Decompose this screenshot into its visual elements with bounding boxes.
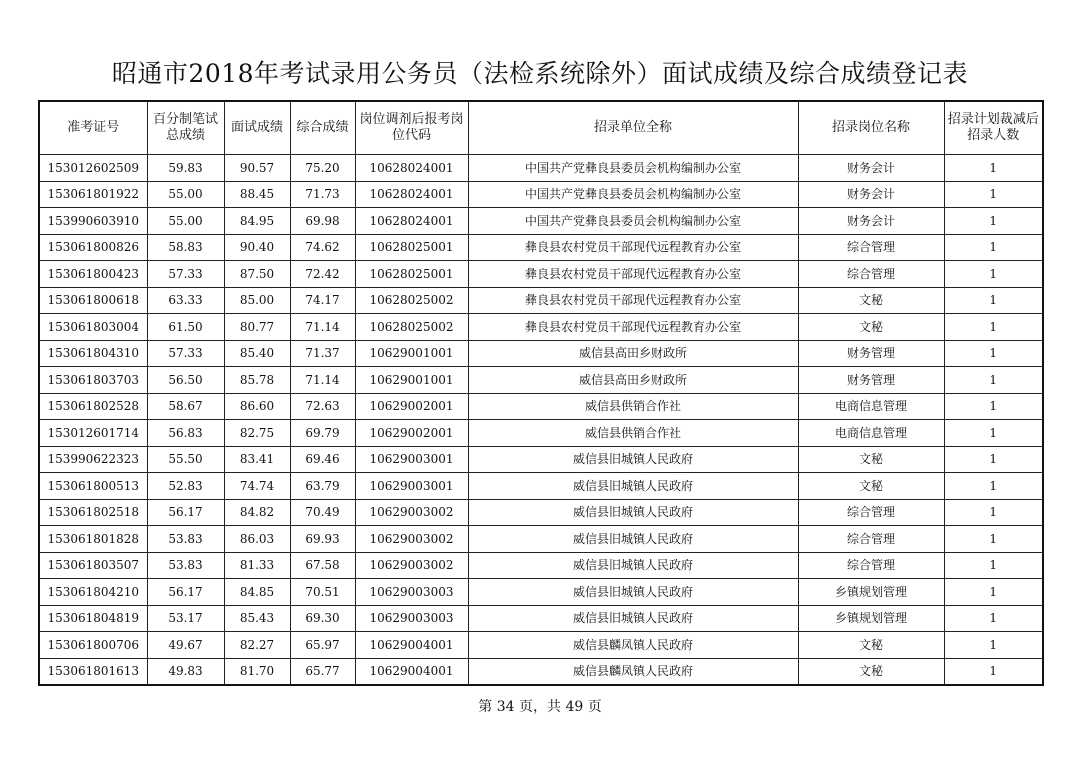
cell-admission-number: 153061800826 (39, 234, 147, 261)
table-row (39, 579, 1043, 606)
cell-interview-score: 86.60 (224, 393, 290, 420)
cell-interview-score: 84.82 (224, 499, 290, 526)
cell-unit-name: 中国共产党彝良县委员会机构编制办公室 (468, 208, 798, 235)
cell-admission-number: 153061803507 (39, 552, 147, 579)
cell-position-name: 乡镇规划管理 (798, 579, 944, 606)
cell-written-score: 56.17 (147, 579, 224, 606)
cell-total-score: 75.20 (290, 155, 355, 182)
cell-position-name: 乡镇规划管理 (798, 605, 944, 632)
cell-admission-number: 153012602509 (39, 155, 147, 182)
cell-admission-number: 153061800618 (39, 287, 147, 314)
cell-position-name: 财务管理 (798, 340, 944, 367)
cell-position-code: 10628024001 (355, 181, 468, 208)
cell-hire-count: 1 (944, 632, 1043, 659)
cell-position-code: 10628024001 (355, 155, 468, 182)
cell-hire-count: 1 (944, 446, 1043, 473)
cell-written-score: 59.83 (147, 155, 224, 182)
cell-written-score: 58.83 (147, 234, 224, 261)
cell-total-score: 69.98 (290, 208, 355, 235)
cell-admission-number: 153061804210 (39, 579, 147, 606)
cell-hire-count: 1 (944, 340, 1043, 367)
cell-written-score: 49.83 (147, 658, 224, 685)
page-title: 昭通市2018年考试录用公务员（法检系统除外）面试成绩及综合成绩登记表 (111, 59, 969, 88)
table-row (39, 261, 1043, 288)
table-header-row (39, 101, 1043, 155)
cell-position-name: 文秘 (798, 632, 944, 659)
cell-total-score: 69.46 (290, 446, 355, 473)
cell-interview-score: 87.50 (224, 261, 290, 288)
cell-total-score: 65.77 (290, 658, 355, 685)
cell-hire-count: 1 (944, 393, 1043, 420)
table-row (39, 446, 1043, 473)
cell-total-score: 71.14 (290, 314, 355, 341)
cell-unit-name: 威信县高田乡财政所 (468, 367, 798, 394)
cell-total-score: 74.62 (290, 234, 355, 261)
cell-position-name: 电商信息管理 (798, 420, 944, 447)
table-row (39, 632, 1043, 659)
cell-position-name: 综合管理 (798, 552, 944, 579)
cell-total-score: 70.49 (290, 499, 355, 526)
cell-position-code: 10629003002 (355, 552, 468, 579)
cell-hire-count: 1 (944, 208, 1043, 235)
table-row (39, 526, 1043, 553)
cell-position-code: 10629003002 (355, 526, 468, 553)
cell-unit-name: 彝良县农村党员干部现代远程教育办公室 (468, 234, 798, 261)
cell-unit-name: 威信县供销合作社 (468, 420, 798, 447)
cell-unit-name: 中国共产党彝良县委员会机构编制办公室 (468, 181, 798, 208)
cell-written-score: 55.00 (147, 208, 224, 235)
header-total-score: 综合成绩 (290, 101, 355, 155)
cell-hire-count: 1 (944, 261, 1043, 288)
cell-hire-count: 1 (944, 552, 1043, 579)
cell-admission-number: 153061802528 (39, 393, 147, 420)
cell-total-score: 69.79 (290, 420, 355, 447)
cell-total-score: 70.51 (290, 579, 355, 606)
cell-admission-number: 153061804310 (39, 340, 147, 367)
header-hire-count: 招录计划裁减后招录人数 (944, 101, 1043, 155)
cell-total-score: 71.73 (290, 181, 355, 208)
cell-written-score: 57.33 (147, 340, 224, 367)
cell-interview-score: 85.00 (224, 287, 290, 314)
cell-admission-number: 153012601714 (39, 420, 147, 447)
table-row (39, 605, 1043, 632)
cell-unit-name: 威信县麟凤镇人民政府 (468, 632, 798, 659)
cell-written-score: 56.50 (147, 367, 224, 394)
cell-hire-count: 1 (944, 287, 1043, 314)
table-row (39, 181, 1043, 208)
cell-interview-score: 82.75 (224, 420, 290, 447)
cell-written-score: 52.83 (147, 473, 224, 500)
cell-position-code: 10629003001 (355, 473, 468, 500)
cell-position-code: 10628024001 (355, 208, 468, 235)
cell-unit-name: 彝良县农村党员干部现代远程教育办公室 (468, 314, 798, 341)
cell-position-code: 10628025001 (355, 261, 468, 288)
cell-total-score: 72.42 (290, 261, 355, 288)
cell-unit-name: 威信县供销合作社 (468, 393, 798, 420)
cell-admission-number: 153061803004 (39, 314, 147, 341)
header-position-name: 招录岗位名称 (798, 101, 944, 155)
table-body (39, 155, 1043, 686)
cell-unit-name: 威信县旧城镇人民政府 (468, 552, 798, 579)
cell-position-name: 财务会计 (798, 181, 944, 208)
cell-hire-count: 1 (944, 234, 1043, 261)
cell-total-score: 72.63 (290, 393, 355, 420)
cell-admission-number: 153061803703 (39, 367, 147, 394)
cell-interview-score: 81.70 (224, 658, 290, 685)
cell-unit-name: 威信县旧城镇人民政府 (468, 446, 798, 473)
cell-total-score: 74.17 (290, 287, 355, 314)
cell-total-score: 69.30 (290, 605, 355, 632)
cell-total-score: 65.97 (290, 632, 355, 659)
cell-unit-name: 威信县麟凤镇人民政府 (468, 658, 798, 685)
cell-position-code: 10629002001 (355, 393, 468, 420)
page-number: 第 34 页，共 49 页 (478, 699, 602, 715)
table-row (39, 393, 1043, 420)
cell-admission-number: 153990603910 (39, 208, 147, 235)
cell-position-name: 综合管理 (798, 526, 944, 553)
cell-position-code: 10629001001 (355, 340, 468, 367)
cell-interview-score: 74.74 (224, 473, 290, 500)
cell-written-score: 58.67 (147, 393, 224, 420)
cell-interview-score: 85.43 (224, 605, 290, 632)
table-row (39, 287, 1043, 314)
cell-written-score: 57.33 (147, 261, 224, 288)
table-row (39, 367, 1043, 394)
cell-position-code: 10629004001 (355, 632, 468, 659)
cell-hire-count: 1 (944, 658, 1043, 685)
cell-interview-score: 86.03 (224, 526, 290, 553)
cell-hire-count: 1 (944, 605, 1043, 632)
cell-total-score: 67.58 (290, 552, 355, 579)
cell-position-code: 10629003002 (355, 499, 468, 526)
cell-total-score: 71.37 (290, 340, 355, 367)
cell-position-code: 10629003003 (355, 605, 468, 632)
table-row (39, 234, 1043, 261)
cell-interview-score: 90.57 (224, 155, 290, 182)
cell-written-score: 53.83 (147, 526, 224, 553)
cell-interview-score: 85.40 (224, 340, 290, 367)
cell-hire-count: 1 (944, 181, 1043, 208)
cell-unit-name: 中国共产党彝良县委员会机构编制办公室 (468, 155, 798, 182)
cell-written-score: 49.67 (147, 632, 224, 659)
cell-written-score: 55.00 (147, 181, 224, 208)
header-written-score: 百分制笔试总成绩 (147, 101, 224, 155)
cell-written-score: 56.83 (147, 420, 224, 447)
cell-unit-name: 威信县高田乡财政所 (468, 340, 798, 367)
cell-unit-name: 威信县旧城镇人民政府 (468, 499, 798, 526)
cell-position-name: 财务会计 (798, 155, 944, 182)
cell-unit-name: 彝良县农村党员干部现代远程教育办公室 (468, 261, 798, 288)
cell-hire-count: 1 (944, 420, 1043, 447)
cell-written-score: 56.17 (147, 499, 224, 526)
cell-position-name: 财务管理 (798, 367, 944, 394)
cell-written-score: 55.50 (147, 446, 224, 473)
cell-position-name: 文秘 (798, 287, 944, 314)
cell-interview-score: 90.40 (224, 234, 290, 261)
cell-written-score: 63.33 (147, 287, 224, 314)
cell-written-score: 53.17 (147, 605, 224, 632)
cell-hire-count: 1 (944, 579, 1043, 606)
cell-position-name: 文秘 (798, 658, 944, 685)
cell-unit-name: 威信县旧城镇人民政府 (468, 579, 798, 606)
cell-position-name: 财务会计 (798, 208, 944, 235)
cell-interview-score: 84.85 (224, 579, 290, 606)
cell-total-score: 69.93 (290, 526, 355, 553)
cell-written-score: 61.50 (147, 314, 224, 341)
cell-hire-count: 1 (944, 155, 1043, 182)
table-row (39, 340, 1043, 367)
cell-interview-score: 81.33 (224, 552, 290, 579)
cell-admission-number: 153061802518 (39, 499, 147, 526)
cell-admission-number: 153990622323 (39, 446, 147, 473)
cell-hire-count: 1 (944, 473, 1043, 500)
cell-position-code: 10629004001 (355, 658, 468, 685)
cell-hire-count: 1 (944, 499, 1043, 526)
header-unit-name: 招录单位全称 (468, 101, 798, 155)
header-position-code: 岗位调剂后报考岗位代码 (355, 101, 468, 155)
cell-hire-count: 1 (944, 526, 1043, 553)
cell-unit-name: 威信县旧城镇人民政府 (468, 605, 798, 632)
cell-position-code: 10628025002 (355, 287, 468, 314)
cell-admission-number: 153061801828 (39, 526, 147, 553)
table-row (39, 208, 1043, 235)
cell-interview-score: 80.77 (224, 314, 290, 341)
cell-interview-score: 85.78 (224, 367, 290, 394)
cell-admission-number: 153061801613 (39, 658, 147, 685)
cell-position-code: 10628025002 (355, 314, 468, 341)
cell-position-name: 文秘 (798, 446, 944, 473)
cell-position-code: 10628025001 (355, 234, 468, 261)
cell-position-name: 综合管理 (798, 261, 944, 288)
cell-unit-name: 威信县旧城镇人民政府 (468, 473, 798, 500)
table-row (39, 658, 1043, 685)
cell-total-score: 63.79 (290, 473, 355, 500)
cell-position-name: 电商信息管理 (798, 393, 944, 420)
header-interview-score: 面试成绩 (224, 101, 290, 155)
cell-admission-number: 153061800513 (39, 473, 147, 500)
header-admission-number: 准考证号 (39, 101, 147, 155)
cell-unit-name: 彝良县农村党员干部现代远程教育办公室 (468, 287, 798, 314)
cell-admission-number: 153061801922 (39, 181, 147, 208)
cell-admission-number: 153061800706 (39, 632, 147, 659)
cell-position-code: 10629003001 (355, 446, 468, 473)
table-row (39, 552, 1043, 579)
cell-interview-score: 83.41 (224, 446, 290, 473)
cell-position-name: 文秘 (798, 314, 944, 341)
cell-position-name: 综合管理 (798, 234, 944, 261)
table-row (39, 155, 1043, 182)
cell-interview-score: 88.45 (224, 181, 290, 208)
table-row (39, 499, 1043, 526)
cell-hire-count: 1 (944, 314, 1043, 341)
cell-interview-score: 84.95 (224, 208, 290, 235)
cell-position-name: 综合管理 (798, 499, 944, 526)
cell-hire-count: 1 (944, 367, 1043, 394)
table-row (39, 420, 1043, 447)
cell-written-score: 53.83 (147, 552, 224, 579)
table-row (39, 473, 1043, 500)
cell-admission-number: 153061804819 (39, 605, 147, 632)
cell-total-score: 71.14 (290, 367, 355, 394)
table-row (39, 314, 1043, 341)
cell-unit-name: 威信县旧城镇人民政府 (468, 526, 798, 553)
cell-position-code: 10629002001 (355, 420, 468, 447)
cell-interview-score: 82.27 (224, 632, 290, 659)
cell-position-code: 10629001001 (355, 367, 468, 394)
cell-position-code: 10629003003 (355, 579, 468, 606)
cell-admission-number: 153061800423 (39, 261, 147, 288)
score-table (38, 100, 1044, 686)
cell-position-name: 文秘 (798, 473, 944, 500)
